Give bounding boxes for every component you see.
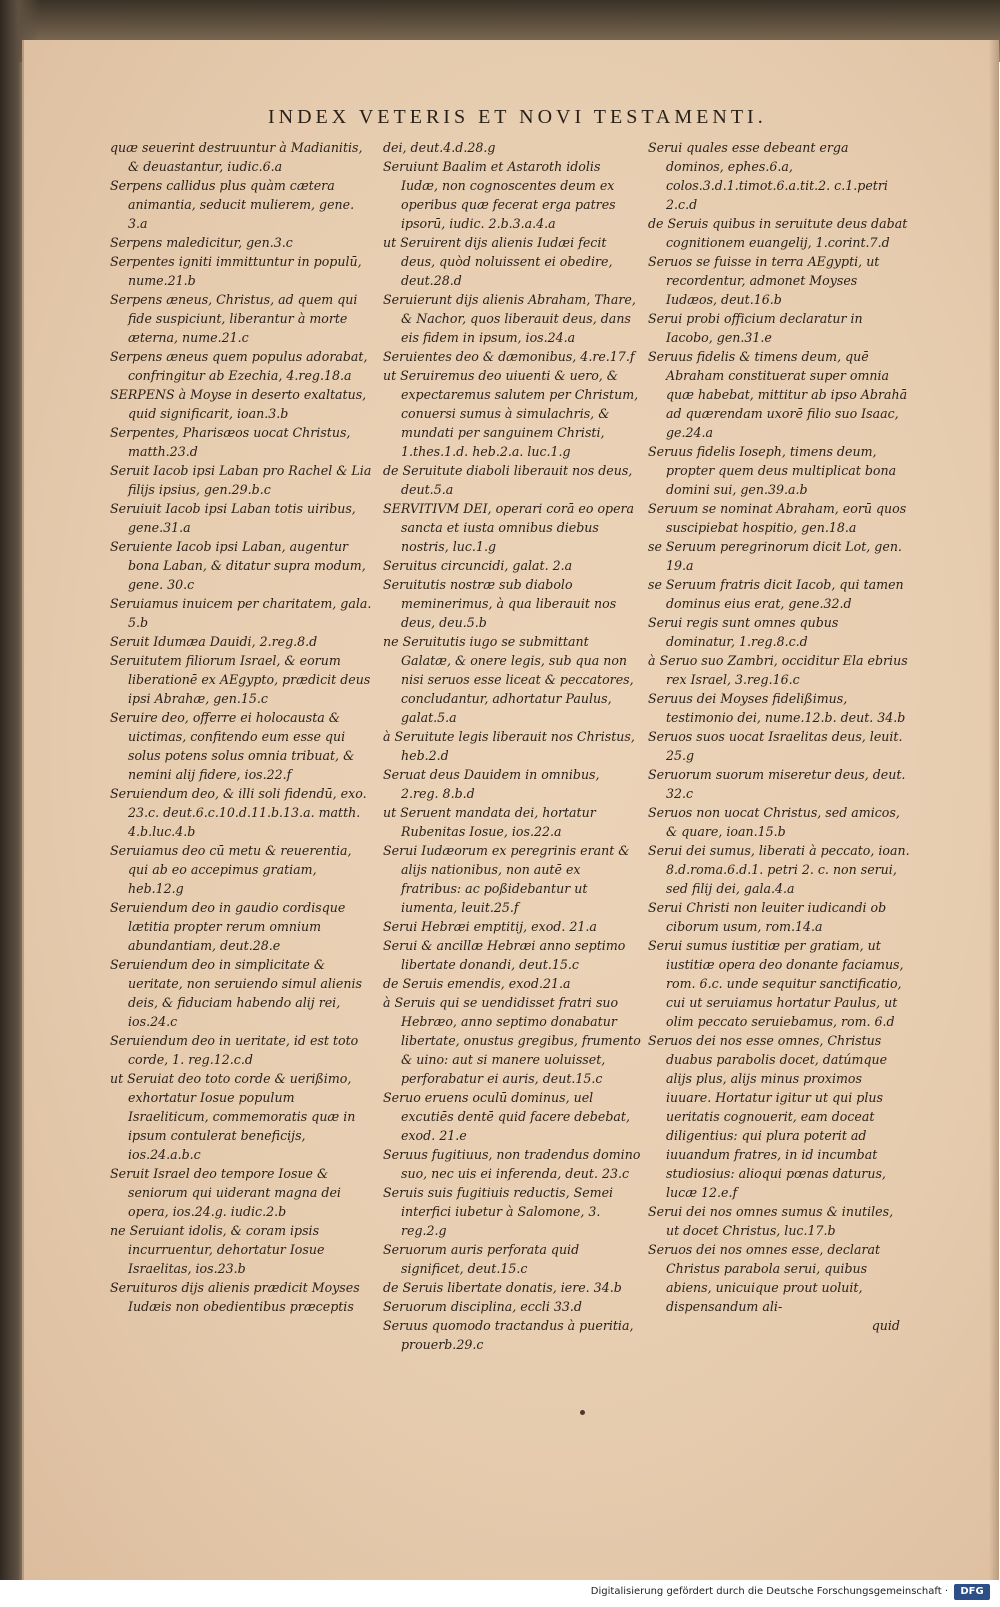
index-entry: Seruituros dijs alienis prædicit Moyses Iudæis non obedientibus præceptis [110,1280,360,1314]
index-entry: Serpentes, Pharisæos uocat Christus, matth.23.d [110,425,351,459]
digitization-footer [0,1580,1000,1607]
index-entry: de Seruis libertate donatis, iere. 34.b [383,1280,622,1295]
index-entry: Seruorum auris perforata quid significet, deut.15.c [383,1242,580,1276]
index-entry: à Seruis qui se uendidisset fratri suo Hebræo, anno septimo donabatur libertate, onustus gregibus, frumento & uino: aut si manere uoluisset, perforabatur ei auris, deut.15.c [383,995,641,1086]
index-entry: Seruierunt dijs alienis Abraham, Thare, & Nachor, quos liberauit deus, dans eis fidem in ipsum, ios.24.a [383,292,636,345]
index-entry: Serui quales esse debeant erga dominos, ephes.6.a, colos.3.d.1.timot.6.a.tit.2. c.1.petri 2.c.d [648,140,888,212]
index-entry: Seruit Idumæa Dauidi, 2.reg.8.d [110,634,318,649]
index-entry: ut Seruiremus deo uiuenti & uero, & expectaremus salutem per Christum, conuersi sumus à simulachris, & mundati per sanguinem Christi, 1.thes.1.d. heb.2.a. luc.1.g [383,368,639,459]
index-entry: Seruum se nominat Abraham, eorū quos suscipiebat hospitio, gen.18.a [648,501,907,535]
index-entry: Seruos suos uocat Israelitas deus, leuit. 25.g [648,729,903,763]
index-entry: Serpens callidus plus quàm cætera animantia, seducit mulierem, gene. 3.a [110,178,355,231]
index-entry: se Seruum peregrinorum dicit Lot, gen. 19.a [648,539,902,573]
index-entry: se Seruum fratris dicit Iacob, qui tamen dominus eius erat, gene.32.d [648,577,904,611]
index-entry: Seruus dei Moyses fidelißimus, testimonio dei, nume.12.b. deut. 34.b [648,691,906,725]
index-entry: Serpens æneus quem populus adorabat, confringitur ab Ezechia, 4.reg.18.a [110,349,368,383]
index-entry: Seruiamus inuicem per charitatem, gala. 5.b [110,596,372,630]
index-entry: Seruus quomodo tractandus à pueritia, prouerb.29.c [383,1318,634,1352]
index-entry: Seruientes deo & dæmonibus, 4.re.17.f [383,349,635,364]
index-entry: Seruitutis nostræ sub diabolo meminerimus, à qua liberauit nos deus, deu.5.b [383,577,617,630]
index-entry: Serpens maledicitur, gen.3.c [110,235,293,250]
index-entry: Seruorum disciplina, eccli 33.d [383,1299,582,1314]
index-entry: Serui & ancillæ Hebræi anno septimo libertate donandi, deut.15.c [383,938,626,972]
funding-credit: Digitalisierung gefördert durch die Deutsche Forschungsgemeinschaft · [590,1586,948,1597]
index-entry: Serui Hebræi emptitij, exod. 21.a [383,919,597,934]
index-entry: Seruire deo, offerre ei holocausta & uictimas, confitendo eum esse qui solus potens solus omnia tribuat, & nemini alij fidere, ios.22.f [110,710,355,782]
index-entry: Serui Iudæorum ex peregrinis erant & alijs nationibus, non autē ex fratribus: ac poßidebantur ut iumenta, leuit.25.f [383,843,630,915]
catchword: quid [871,1318,900,1333]
index-entry: Seruos dei nos esse omnes, Christus duabus parabolis docet, datúmque alijs plus, alijs minus proximos iuuare. Hortatur igitur ut qui plus ueritatis cognouerit, eam doceat diligentius: qui plura poterit ad iuuandum fratres, in id incumbat studiosius: alioqui pœnas daturus, lucæ 12.e.f [648,1033,888,1200]
index-entry: Seruus fidelis & timens deum, quē Abraham constituerat super omnia quæ habebat, mittitur ab ipso Abrahā ad quærendam uxorē filio suo Isaac, ge.24.a [648,349,908,440]
index-entry: Serpentes igniti immittuntur in populū, nume.21.b [110,254,362,288]
index-entry: Seruiendum deo in simplicitate & ueritate, non seruiendo simul alienis deis, & fiduciam habendo alij rei, ios.24.c [110,957,362,1029]
index-entry: dei, deut.4.d.28.g [383,140,496,155]
index-entry: Seruis suis fugitiuis reductis, Semei interfici iubetur à Salomone, 3. reg.2.g [383,1185,614,1238]
index-entry: Serui dei nos omnes sumus & inutiles, ut docet Christus, luc.17.b [648,1204,894,1238]
index-entry: Serui Christi non leuiter iudicandi ob ciborum usum, rom.14.a [648,900,887,934]
index-entry: Seruiente Iacob ipsi Laban, augentur bona Laban, & ditatur supra modum, gene. 30.c [110,539,366,592]
index-entry: Seruiuit Iacob ipsi Laban totis uiribus, gene.31.a [110,501,356,535]
index-entry: Seruorum suorum miseretur deus, deut. 32.c [648,767,906,801]
index-entry: Serpens æneus, Christus, ad quem qui fide suspiciunt, liberantur à morte æterna, nume.21.c [110,292,358,345]
index-entry: Seruiendum deo, & illi soli fidendū, exo. 23.c. deut.6.c.10.d.11.b.13.a. matth. 4.b.luc.4.b [110,786,367,839]
running-header: INDEX VETERIS ET NOVI TESTAMENTI. [268,106,767,128]
index-entry: Serui dei sumus, liberati à peccato, ioan. 8.d.roma.6.d.1. petri 2. c. non serui, sed filij dei, gala.4.a [648,843,910,896]
index-entry: Seruat deus Dauidem in omnibus, 2.reg. 8.b.d [383,767,600,801]
index-entry: SERPENS à Moyse in deserto exaltatus, quid significarit, ioan.3.b [110,387,367,421]
index-entry: Seruiendum deo in ueritate, id est toto corde, 1. reg.12.c.d [110,1033,359,1067]
index-entry: Seruit Israel deo tempore Iosue & seniorum qui uiderant magna dei opera, ios.24.g. iudic.2.b [110,1166,341,1219]
index-entry: Serui regis sunt omnes qubus dominatur, 1.reg.8.c.d [648,615,839,649]
index-entry: Serui sumus iustitiæ per gratiam, ut iustitiæ opera deo donante faciamus, rom. 6.c. unde sequitur sanctificatio, cui ut seruiamus hortatur Paulus, ut olim peccato seruiebamus, rom. 6.d [648,938,904,1029]
index-entry: Serui probi officium declaratur in Iacobo, gen.31.e [648,311,863,345]
page-edge [989,40,999,1580]
ink-dot [580,1410,585,1415]
index-entry: Seruus fugitiuus, non tradendus domino suo, nec uis ei inferenda, deut. 23.c [383,1147,641,1181]
index-column-2 [383,138,641,1354]
index-entry: de Seruitute diaboli liberauit nos deus, deut.5.a [383,463,633,497]
index-entry: Seruiamus deo cū metu & reuerentia, qui ab eo accepimus gratiam, heb.12.g [110,843,352,896]
index-entry: à Seruo suo Zambri, occiditur Ela ebrius rex Israel, 3.reg.16.c [648,653,908,687]
index-entry: Seruiunt Baalim et Astaroth idolis Iudæ, non cognoscentes deum ex operibus quæ fecerat erga patres ipsorū, iudic. 2.b.3.a.4.a [383,159,616,231]
index-entry: de Seruis emendis, exod.21.a [383,976,571,991]
index-column-3 [648,138,910,1335]
index-entry: Seruos dei nos omnes esse, declarat Christus parabola serui, quibus abiens, unicuique prout uoluit, dispensandum ali- [648,1242,881,1314]
index-entry: quæ seuerint destruuntur à Madianitis, & deuastantur, iudic.6.a [110,140,363,174]
index-entry: Seruitutem filiorum Israel, & eorum liberationē ex AEgypto, prædicit deus ipsi Abrahæ, gen.15.c [110,653,371,706]
index-entry: ut Seruiat deo toto corde & uerißimo, exhortatur Iosue populum Israeliticum, commemoratis quæ in ipsum contulerat beneficijs, ios.24.a.b.c [110,1071,356,1162]
index-entry: ut Seruent mandata dei, hortatur Rubenitas Iosue, ios.22.a [383,805,596,839]
index-entry: Seruos non uocat Christus, sed amicos, & quare, ioan.15.b [648,805,900,839]
index-entry: de Seruis quibus in seruitute deus dabat cognitionem euangelij, 1.corint.7.d [648,216,908,250]
index-entry: Seruo eruens oculū dominus, uel excutiēs dentē quid facere debebat, exod. 21.e [383,1090,630,1143]
index-entry: ut Seruirent dijs alienis Iudæi fecit deus, quòd noluissent ei obedire, deut.28.d [383,235,613,288]
index-entry: ne Seruiant idolis, & coram ipsis incurruentur, dehortatur Iosue Israelitas, ios.23.b [110,1223,325,1276]
index-entry: à Seruitute legis liberauit nos Christus, heb.2.d [383,729,635,763]
index-entry: Seruiendum deo in gaudio cordisque lætitia propter rerum omnium abundantiam, deut.28.e [110,900,346,953]
dfg-logo: DFG [954,1584,990,1600]
index-entry: SERVITIVM DEI, operari corā eo opera sancta et iusta omnibus diebus nostris, luc.1.g [383,501,635,554]
index-entry: ne Seruitutis iugo se submittant Galatæ, & onere legis, sub qua non nisi seruos esse liceat & peccatores, concludantur, adhortatur Paulus, galat.5.a [383,634,634,725]
index-entry: Seruos se fuisse in terra AEgypti, ut recordentur, admonet Moyses Iudæos, deut.16.b [648,254,880,307]
index-column-1 [110,138,372,1316]
index-entry: Seruitus circuncidi, galat. 2.a [383,558,573,573]
index-entry: Seruit Iacob ipsi Laban pro Rachel & Lia filijs ipsius, gen.29.b.c [110,463,372,497]
index-entry: Seruus fidelis Ioseph, timens deum, propter quem deus multiplicat bona domini sui, gen.39.a.b [648,444,897,497]
